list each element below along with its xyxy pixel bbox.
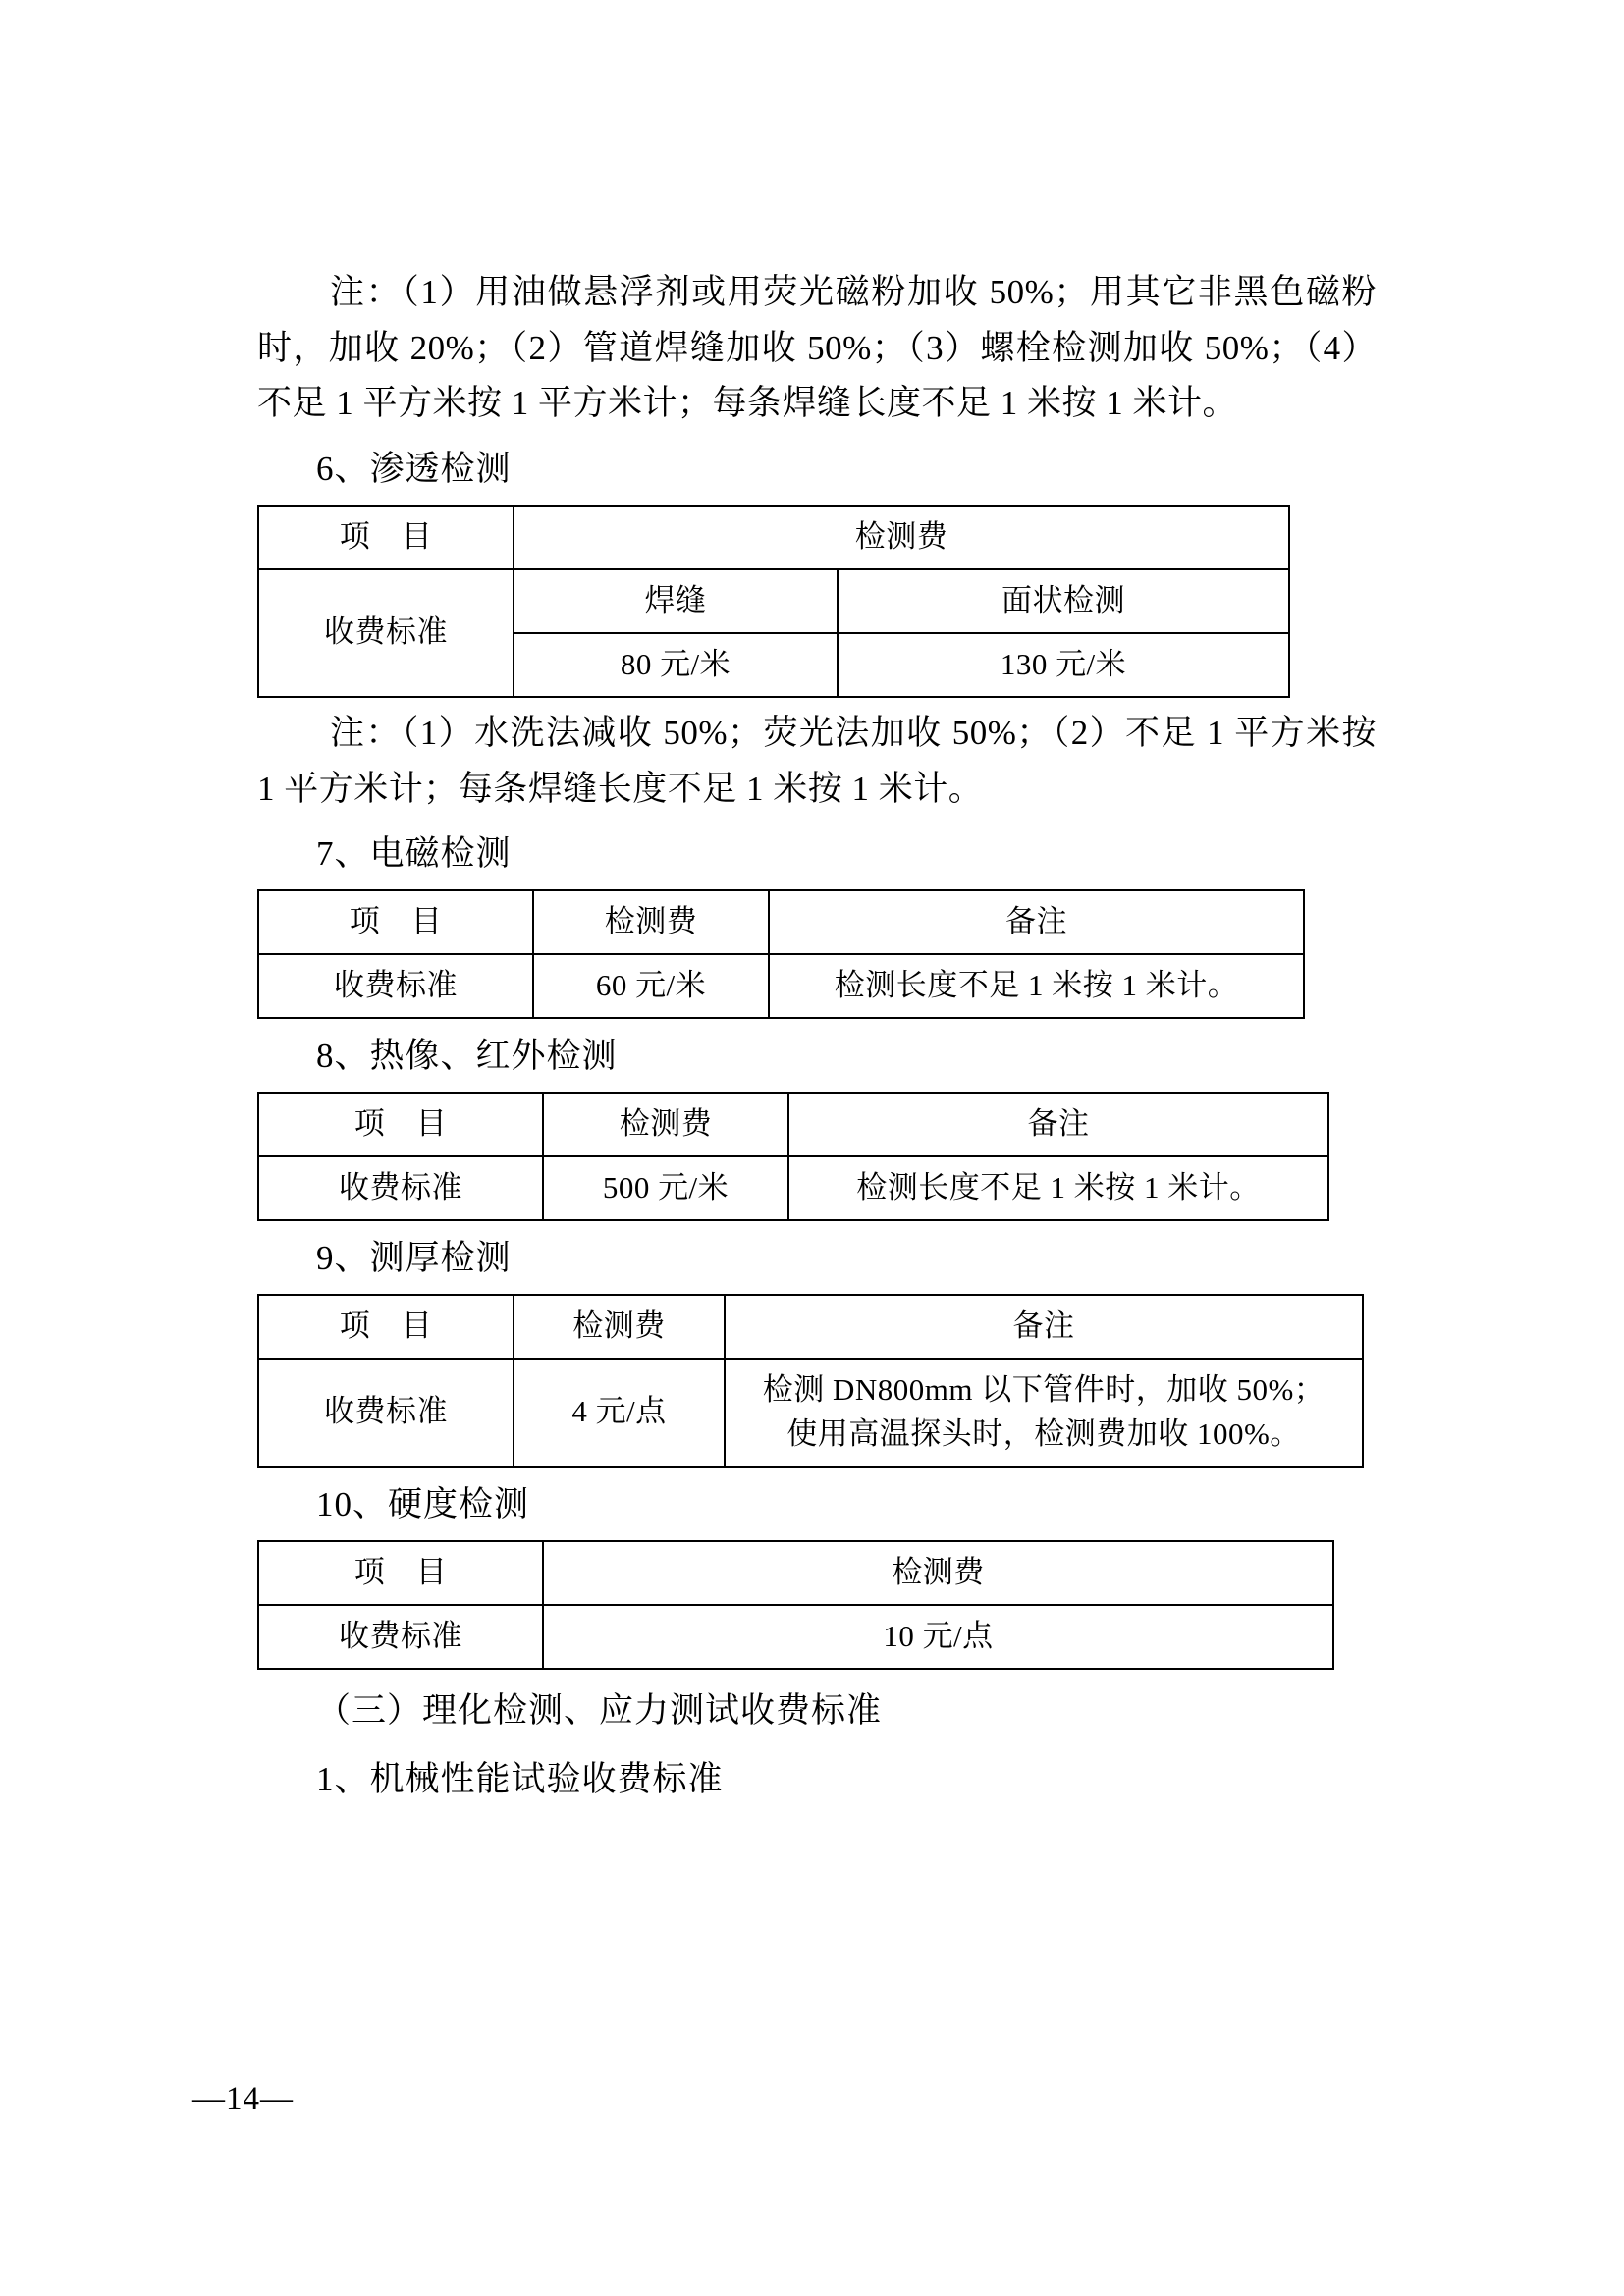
cell-weld-header: 焊缝 (514, 569, 838, 633)
cell-fee-value: 4 元/点 (514, 1359, 725, 1467)
cell-fee-value: 500 元/米 (543, 1156, 788, 1220)
cell-fee-header: 检测费 (514, 506, 1289, 569)
table-penetration-test (257, 505, 1290, 698)
table-row (258, 1605, 1333, 1669)
page-number: —14— (192, 2081, 294, 2116)
heading-section-3: （三）理化检测、应力测试收费标准 (316, 1690, 883, 1730)
table-row (258, 890, 1304, 954)
table-row (258, 1093, 1328, 1156)
cell-fee-value: 10 元/点 (543, 1605, 1333, 1669)
cell-remark-header: 备注 (769, 890, 1304, 954)
cell-item-label: 项 目 (258, 506, 514, 569)
cell-surface-header: 面状检测 (838, 569, 1289, 633)
remark-line-2: 使用高温探头时，检测费加收 100%。 (786, 1415, 1301, 1451)
cell-fee-header: 检测费 (543, 1093, 788, 1156)
table-hardness-test (257, 1540, 1334, 1670)
heading-10-hardness-test: 10、硬度检测 (316, 1484, 530, 1523)
heading-7-electromagnetic-test: 7、电磁检测 (316, 834, 512, 874)
cell-item-label: 项 目 (258, 1541, 543, 1605)
cell-standard-label: 收费标准 (258, 1359, 514, 1467)
cell-standard-label: 收费标准 (258, 569, 514, 697)
cell-standard-label: 收费标准 (258, 1156, 543, 1220)
heading-9-thickness-test: 9、测厚检测 (316, 1239, 512, 1277)
table-thermal-infrared-test (257, 1092, 1329, 1221)
cell-remark-header: 备注 (788, 1093, 1328, 1156)
table-row (258, 569, 1289, 633)
table-thickness-test (257, 1294, 1364, 1468)
table-row (258, 1295, 1363, 1359)
cell-remark-value: 检测长度不足 1 米按 1 米计。 (788, 1156, 1328, 1220)
cell-standard-label: 收费标准 (258, 1605, 543, 1669)
table-row (258, 1156, 1328, 1220)
table-row (258, 1541, 1333, 1605)
table-row (258, 506, 1289, 569)
cell-fee-header: 检测费 (543, 1541, 1333, 1605)
cell-item-label: 项 目 (258, 1295, 514, 1359)
cell-surface-price: 130 元/米 (838, 633, 1289, 697)
remark-line-1: 检测 DN800mm 以下管件时，加收 50%； (762, 1371, 1326, 1407)
cell-remark-value (725, 1359, 1363, 1467)
cell-remark-value: 检测长度不足 1 米按 1 米计。 (769, 954, 1304, 1018)
note-paragraph-penetration: 注：（1）水洗法减收 50%；荧光法加收 50%；（2）不足 1 平方米按 1 平方米计；每条焊缝长度不足 1 米按 1 米计。 (257, 713, 1377, 808)
table-row (258, 954, 1304, 1018)
cell-standard-label: 收费标准 (258, 954, 533, 1018)
note-paragraph-magnetic: 注：（1）用油做悬浮剂或用荧光磁粉加收 50%；用其它非黑色磁粉时，加收 20%；（2）管道焊缝加收 50%；（3）螺栓检测加收 50%；（4）不足 1 平方米按 1 平方米计；每条焊缝长度不足 1 米按 1 米计。 (257, 273, 1377, 423)
cell-fee-header: 检测费 (533, 890, 769, 954)
heading-8-thermal-infrared-test: 8、热像、红外检测 (316, 1037, 618, 1076)
table-electromagnetic-test (257, 889, 1305, 1019)
cell-weld-price: 80 元/米 (514, 633, 838, 697)
cell-item-label: 项 目 (258, 1093, 543, 1156)
page-content (257, 265, 1377, 1817)
cell-item-label: 项 目 (258, 890, 533, 954)
heading-sub-1-mechanical-test: 1、机械性能试验收费标准 (316, 1759, 724, 1798)
table-row (258, 1359, 1363, 1467)
heading-6-penetration-test: 6、渗透检测 (316, 450, 512, 489)
cell-fee-header: 检测费 (514, 1295, 725, 1359)
cell-remark-header: 备注 (725, 1295, 1363, 1359)
cell-fee-value: 60 元/米 (533, 954, 769, 1018)
